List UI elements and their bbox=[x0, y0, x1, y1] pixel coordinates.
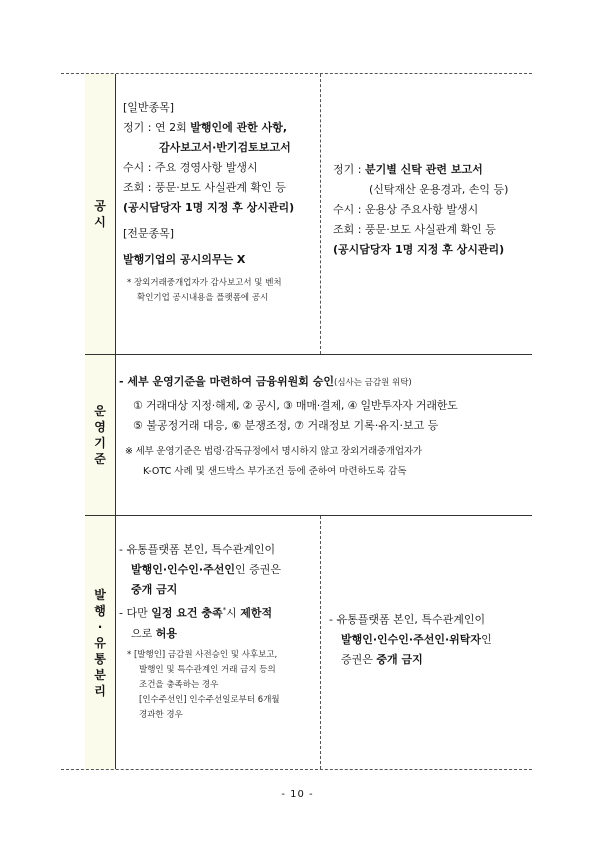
sep-p2-prefix: - 다만 bbox=[119, 606, 152, 620]
sep-p1-line3: 중개 금지 bbox=[131, 583, 178, 596]
operating-standards-cell bbox=[119, 372, 531, 482]
row-label-text: 운 영 기 준 bbox=[94, 404, 106, 466]
row-label-text: 공 시 bbox=[94, 199, 106, 229]
sep-trust-line3-pre: 증권은 bbox=[341, 653, 377, 666]
sep-note1-line3: 조건을 충족하는 경우 bbox=[139, 679, 219, 690]
sep-p2-line2-bold: 허용 bbox=[155, 626, 178, 640]
sep-trust-line3-bold: 중개 금지 bbox=[376, 653, 423, 666]
trust-officer: (공시담당자 1명 지정 후 상시관리) bbox=[333, 243, 505, 256]
trust-inquiry: 조회 : 풍문·보도 사실관계 확인 등 bbox=[333, 223, 496, 236]
pro-heading: [전문종목] bbox=[123, 227, 175, 240]
trust-occasional: 수시 : 운용상 주요사항 발생시 bbox=[333, 203, 479, 216]
column-divider bbox=[320, 74, 321, 354]
sep-trust-line2 bbox=[329, 630, 532, 650]
items-line2: ⑤ 불공정거래 대응, ⑥ 분쟁조정, ⑦ 거래정보 기록·유지·보고 등 bbox=[133, 419, 439, 432]
sep-p2-sup: * bbox=[222, 606, 227, 614]
trust-regular bbox=[333, 160, 532, 180]
general-heading: [일반종목] bbox=[123, 101, 175, 114]
sep-p1-line1: - 유통플랫폼 본인, 특수관계인이 bbox=[119, 543, 276, 556]
column-divider bbox=[320, 516, 321, 769]
trust-regular-bold: 분기별 신탁 관련 보고서 bbox=[364, 163, 483, 176]
sep-trust-line1: - 유통플랫폼 본인, 특수관계인이 bbox=[329, 613, 486, 626]
sep-trust-line2-bold: 발행인·인수인·주선인·위탁자 bbox=[341, 633, 482, 646]
row-separator bbox=[85, 354, 532, 355]
row-label-text: 발 행 · 유 통 분 리 bbox=[94, 587, 106, 698]
sep-p2-line1 bbox=[119, 600, 319, 624]
general-regular bbox=[123, 118, 319, 138]
trust-regular-sub: (신탁재산 운용경과, 손익 등) bbox=[369, 183, 509, 196]
main-small: (심사는 금감원 위탁) bbox=[334, 378, 412, 388]
main-bold: 세부 운영기준을 마련하여 금융위원회 승인 bbox=[127, 375, 334, 388]
page-number: - 10 - bbox=[281, 789, 314, 800]
sep-p2-bold2: 제한적 bbox=[240, 606, 273, 620]
separation-trust-cell bbox=[329, 610, 532, 670]
main-prefix: - bbox=[119, 375, 128, 388]
sep-p1-line2 bbox=[119, 560, 319, 580]
row-label-operating-standards bbox=[85, 355, 116, 515]
sep-note2-line2: 경과한 경우 bbox=[139, 709, 183, 720]
sep-note2-line1: [인수주선인] 인수주선일로부터 6개월 bbox=[139, 694, 280, 705]
general-occasional: 수시 : 주요 경영사항 발생시 bbox=[123, 161, 258, 174]
sep-trust-line3 bbox=[329, 650, 532, 670]
sep-p2-line2 bbox=[119, 624, 319, 644]
trust-regular-prefix: 정기 : bbox=[333, 163, 365, 176]
disclosure-trust-cell bbox=[333, 160, 532, 260]
pro-body: 발행기업의 공시의무는 X bbox=[123, 253, 246, 266]
pro-note-line1: * 장외거래중개업자가 감사보고서 및 벤처 bbox=[127, 278, 282, 288]
row-label-separation bbox=[85, 516, 116, 769]
row-separator bbox=[85, 515, 532, 516]
regular-bold-1: 발행인에 관한 사항, bbox=[190, 121, 288, 134]
separation-general-cell bbox=[119, 540, 319, 723]
disclosure-general-cell bbox=[123, 98, 319, 306]
operating-main bbox=[119, 372, 531, 392]
general-officer: (공시담당자 1명 지정 후 상시관리) bbox=[123, 201, 295, 214]
regular-prefix: 정기 : 연 2회 bbox=[123, 121, 191, 134]
regulation-table bbox=[61, 73, 532, 770]
pro-note-line2: 확인기업 공시내용을 플랫폼에 공시 bbox=[137, 293, 269, 303]
sep-p1-line2-bold: 발행인·인수인·주선인 bbox=[131, 563, 235, 576]
operating-note-line1: ※ 세부 운영기준은 법령·감독규정에서 명시하지 않고 장외거래중개업자가 bbox=[125, 446, 422, 457]
items-line1: ① 거래대상 지정·해제, ② 공시, ③ 매매·결제, ④ 일반투자자 거래한도 bbox=[133, 399, 458, 412]
sep-p2-mid: 시 bbox=[226, 606, 241, 620]
sep-trust-line2-rest: 인 bbox=[481, 633, 492, 646]
sep-note1-line1: * [발행인] 금감원 사전승인 및 사후보고, bbox=[127, 649, 278, 660]
sep-p2-line2-pre: 으로 bbox=[131, 626, 156, 640]
sep-p2-bold1: 일정 요건 충족 bbox=[151, 606, 223, 620]
general-inquiry: 조회 : 풍문·보도 사실관계 확인 등 bbox=[123, 181, 286, 194]
regular-bold-2: 감사보고서·반기검토보고서 bbox=[159, 141, 291, 154]
operating-note-line2: K-OTC 사례 및 샌드박스 부가조건 등에 준하여 마련하도록 감독 bbox=[143, 466, 407, 477]
row-label-disclosure bbox=[85, 74, 116, 354]
sep-p1-line2-rest: 인 증권은 bbox=[235, 563, 282, 576]
sep-note1-line2: 발행인 및 특수관계인 거래 금지 등의 bbox=[139, 664, 276, 675]
